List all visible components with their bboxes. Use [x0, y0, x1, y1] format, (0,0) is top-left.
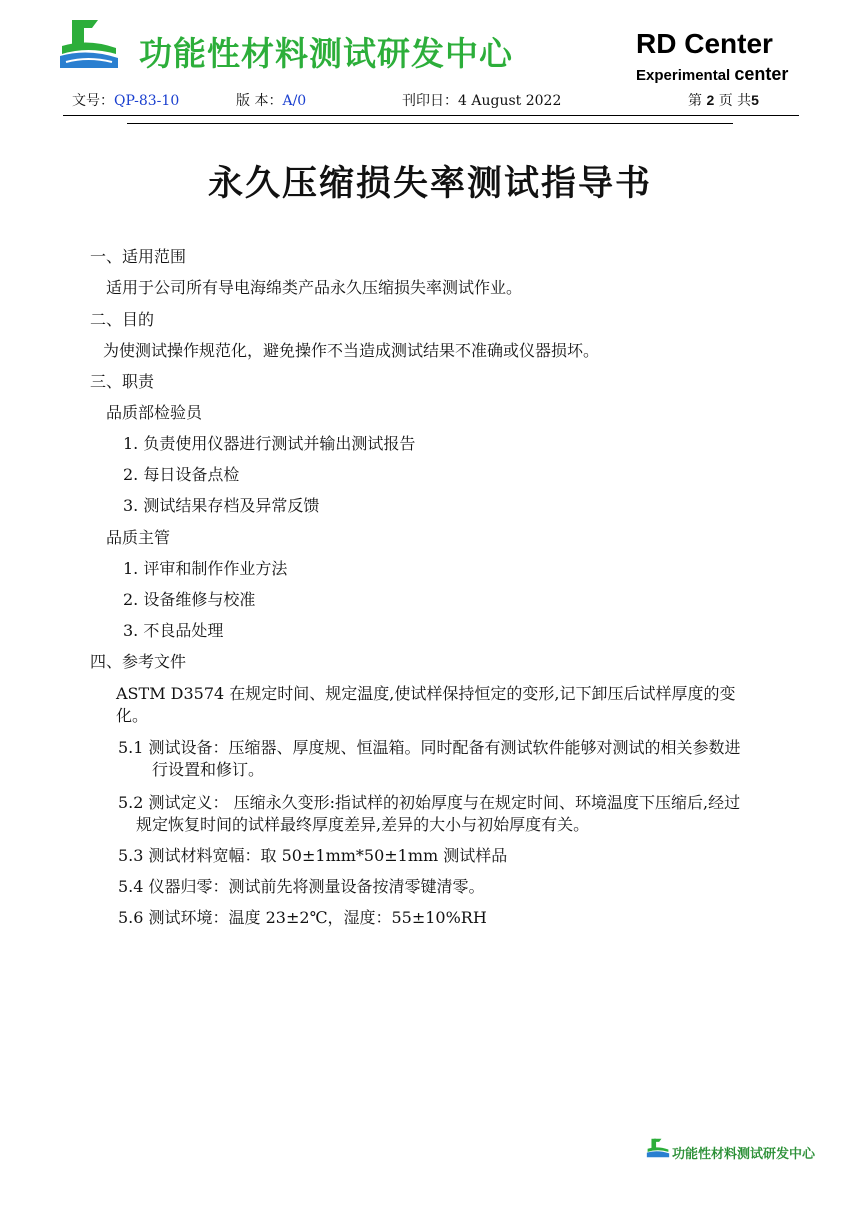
- list-item: 1. 负责使用仪器进行测试并输出测试报告: [123, 434, 416, 453]
- rd-center-subtitle: [636, 64, 788, 85]
- doc-number-label: 文号：: [72, 93, 114, 109]
- item-5-6: 5.6 测试环境：温度 23±2℃，湿度：55±10%RH: [118, 908, 487, 927]
- item-5-2-line-2: 规定恢复时间的试样最终厚度差异,差异的大小与初始厚度有关。: [136, 815, 590, 834]
- footer-org-name: 功能性材料测试研发中心: [672, 1147, 816, 1162]
- reference-line-1: ASTM D3574 在规定时间、规定温度,使试样保持恒定的变形,记下卸压后试样厚度的变: [116, 684, 736, 703]
- list-item: 1. 评审和制作作业方法: [123, 559, 288, 578]
- header-divider-secondary: [127, 123, 733, 124]
- header-divider: [63, 115, 799, 116]
- doc-number: [72, 90, 179, 110]
- rd-center-title: RD Center: [636, 28, 773, 59]
- page-indicator: [688, 90, 759, 110]
- item-5-4: 5.4 仪器归零：测试前先将测量设备按清零键清零。: [118, 877, 485, 896]
- item-5-1-line-2: 行设置和修订。: [152, 760, 265, 779]
- page-mid: 页 共: [718, 93, 752, 109]
- role-inspector: 品质部检验员: [106, 403, 203, 422]
- doc-version: [236, 90, 306, 110]
- print-date-value: 4 August 2022: [458, 93, 562, 109]
- footer-logo-icon: [646, 1138, 670, 1162]
- item-5-1-line-1: 5.1 测试设备：压缩器、厚度规、恒温箱。同时配备有测试软件能够对测试的相关参数进: [118, 738, 741, 757]
- section-text-purpose: 为使测试操作规范化，避免操作不当造成测试结果不准确或仪器损坏。: [103, 341, 600, 360]
- list-item: 3. 测试结果存档及异常反馈: [123, 496, 320, 515]
- list-item: 2. 设备维修与校准: [123, 590, 256, 609]
- doc-number-value: QP-83-10: [114, 93, 180, 109]
- page-number: 2: [706, 92, 715, 108]
- org-name: 功能性材料测试研发中心: [139, 34, 513, 73]
- item-5-3: 5.3 测试材料宽幅：取 50±1mm*50±1mm 测试样品: [118, 846, 508, 865]
- print-date-label: 刊印日：: [402, 93, 458, 109]
- role-supervisor: 品质主管: [106, 528, 171, 547]
- item-5-2-line-1: 5.2 测试定义： 压缩永久变形:指试样的初始厚度与在规定时间、环境温度下压缩后,经过: [118, 793, 741, 812]
- section-heading-scope: 一、适用范围: [90, 247, 187, 266]
- page-prefix: 第: [688, 93, 702, 109]
- list-item: 2. 每日设备点检: [123, 465, 240, 484]
- print-date: [402, 90, 561, 110]
- section-text-scope: 适用于公司所有导电海绵类产品永久压缩损失率测试作业。: [106, 278, 523, 297]
- rd-sub-center: center: [734, 64, 789, 84]
- list-item: 3. 不良品处理: [123, 621, 224, 640]
- section-heading-duties: 三、职责: [90, 372, 155, 391]
- doc-version-value: A/0: [282, 93, 307, 109]
- document-title: 永久压缩损失率测试指导书: [207, 164, 652, 204]
- section-heading-references: 四、参考文件: [90, 652, 187, 671]
- page-total: 5: [751, 92, 759, 108]
- rd-sub-experimental: Experimental: [636, 67, 731, 84]
- section-heading-purpose: 二、目的: [90, 310, 155, 329]
- doc-version-label: 版 本：: [236, 93, 283, 109]
- company-logo-icon: [58, 18, 120, 74]
- reference-line-2: 化。: [116, 706, 149, 725]
